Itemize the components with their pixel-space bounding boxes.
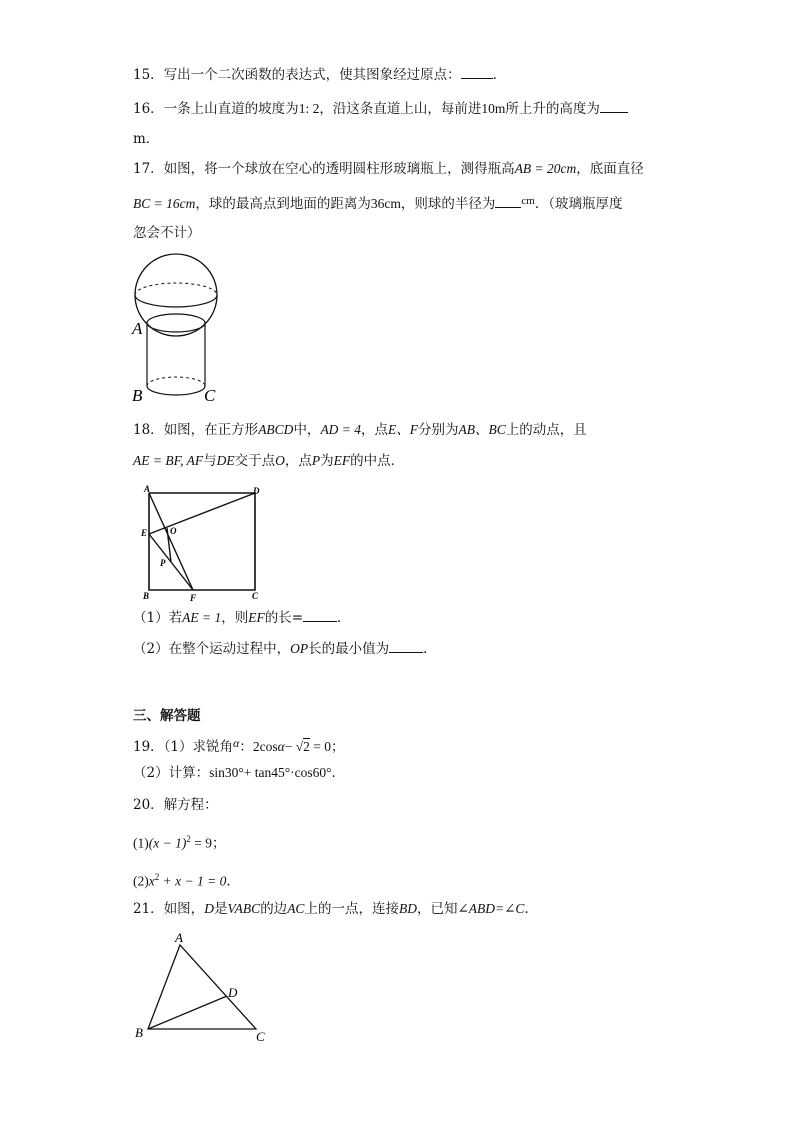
q17-number: 17． [133,161,164,177]
q17-text: 如图，将一个球放在空心的透明圆柱形玻璃瓶上，测得瓶高 [163,161,515,177]
question-16-line1 [133,100,628,118]
q17-figure-sphere-cylinder [128,250,224,405]
q19-number: 19． [133,739,164,755]
question-15 [133,66,506,84]
question-19-sub1 [133,734,344,756]
question-17-line3 [133,224,201,242]
q20-number: 20． [133,797,164,813]
q19-text: （1）求锐角 [163,739,234,755]
q18-text: 为 [320,453,334,469]
label-a: A [175,930,183,945]
q21-angle-condition: ∠ABD=∠C [457,901,525,916]
label-c: C [204,386,216,405]
q15-answer-blank[interactable] [461,66,493,79]
q18-sub2-answer-blank[interactable] [389,640,423,653]
question-18-line1 [133,421,587,439]
q17-text: ，则球的半径为 [400,196,496,212]
label-a: A [132,319,143,338]
q19-end: ． [331,765,346,781]
q17-ab-equation: AB = 20cm [514,161,577,176]
q20-p2-eq: x [148,873,155,889]
label-e: E [141,528,148,538]
q20-p2-exponent: 2 [154,872,160,882]
q18-ef: EF [333,453,351,468]
q20-p1-eq: (x − 1) [148,835,187,851]
q18-sub1-ef: EF [248,610,265,625]
label-b: B [143,591,150,601]
q19-text: ： [239,739,253,755]
q20-p1-rhs: = 9 [190,835,212,851]
q17-unit: cm [521,195,535,207]
q18-sub2-text: 长的最小值为 [308,641,390,657]
q18-square-name: ABCD [258,422,294,437]
q18-text: 如图，在正方形 [163,422,259,438]
q20-p2-rhs: + x − 1 = 0 [159,873,227,889]
question-17-line2 [133,192,623,213]
q18-sub1-end: ． [337,610,351,626]
q18-sub2-end: ． [423,641,437,657]
q20-text: 解方程： [163,797,218,813]
q18-de: DE [216,453,235,468]
question-20-part2 [133,868,240,891]
triangle-abc [148,945,256,1029]
q18-condition: AE = BF, AF [133,453,204,468]
q19-alpha: α [233,736,240,750]
q20-p1-exponent: 2 [186,834,191,844]
q21-text: 的边 [260,901,288,917]
question-21 [133,900,538,918]
q21-triangle: VABC [227,901,261,916]
question-16-line2 [133,130,159,148]
question-18-sub1 [133,609,351,627]
q16-ratio: 1: 2 [298,101,320,116]
q17-text: ，球的最高点到地面的距离为 [195,196,371,212]
label-p: P [160,558,166,568]
q18-text: 上的动点，且 [505,422,587,438]
q17-text: ，底面直径 [576,161,644,177]
q20-p1-label: (1) [133,835,149,851]
q18-sub1-condition: AE = 1 [182,610,222,625]
q18-sub1-text: 的长= [264,610,304,626]
q19-sqrt-radicand: 2 [303,739,310,754]
q18-text: 中， [293,422,321,438]
q17-bc-equation: BC = 16cm [133,196,196,211]
label-c: C [252,591,259,601]
q20-p2-label: (2) [133,873,149,889]
q18-text: 与 [203,453,217,469]
q21-bd: BD [398,901,417,916]
q16-unit: m． [133,131,160,147]
q15-text: 写出一个二次函数的表达式，使其图象经过原点： [163,67,461,83]
label-b: B [132,386,143,405]
q18-sub2-op: OP [290,641,309,656]
q18-sides: AB、BC [458,422,506,437]
cylinder-base-front [147,386,205,395]
q17-text: 忽会不计） [133,225,201,241]
segment-bd [148,996,227,1029]
q16-answer-blank[interactable] [600,100,628,113]
q19-semicolon: ； [330,739,345,755]
q21-text: ，已知 [416,901,458,917]
q18-text: ，点 [284,453,312,469]
q17-height: 36cm [370,196,401,211]
q18-sub1-text: （1）若 [133,610,183,626]
q21-text: 上的一点，连接 [304,901,399,917]
q21-figure-triangle [128,928,278,1046]
cylinder-base-back [147,377,205,386]
q16-text: 所上升的高度为 [505,101,600,117]
q19-eq1-part: 2cos [252,739,278,754]
q21-number: 21． [133,901,164,917]
sqrt-icon: √ [295,739,304,754]
q18-text: 分别为 [418,422,459,438]
q21-d: D [204,901,214,916]
q21-text: 是 [213,901,228,917]
q19-eq2: sin30°+ tan45°·cos60° [209,765,332,780]
cylinder-top-rim [147,314,205,332]
q18-points-ef: E、F [388,422,419,437]
question-20 [133,796,218,814]
q18-figure-square [138,482,268,602]
q20-p1-end: ； [211,835,226,852]
q16-text: 一条上山直道的坡度为 [163,101,299,117]
question-17-line1 [133,160,644,178]
question-18-line2 [133,452,404,470]
q18-p: P [311,453,321,468]
label-b: B [135,1025,143,1040]
q21-ac: AC [287,901,305,916]
q21-end: ． [524,901,538,917]
q19-eq1-minus: − [284,739,296,754]
q18-text: ，点 [361,422,389,438]
q16-number: 16． [133,101,164,117]
q18-number: 18． [133,422,164,438]
q18-sub2-text: （2）在整个运动过程中， [133,641,291,657]
q15-end: ． [492,67,507,83]
q16-text: ，沿这条直道上山，每前进 [319,101,482,117]
q18-o: O [275,453,285,468]
q16-distance: 10m [481,101,506,116]
sphere-equator-front [135,295,217,307]
q18-text: 交于点 [234,453,276,469]
q21-text: 如图， [163,901,205,917]
q18-ad-equation: AD = 4 [320,422,362,437]
q17-answer-blank[interactable] [495,195,521,208]
question-18-sub2 [133,640,437,658]
question-20-part1 [133,830,225,853]
sphere-equator-back [135,283,217,295]
label-a: A [144,484,151,494]
section-heading: 三、解答题 [133,708,201,724]
q17-text: ．（玻璃瓶厚度 [534,196,623,212]
q19-eq1-rhs: = 0 [309,739,331,754]
square-abcd [149,493,255,590]
q19-text: （2）计算： [133,765,210,781]
label-c: C [256,1029,265,1044]
label-d: D [253,486,260,496]
label-o: O [170,526,177,536]
label-d: D [228,985,238,1000]
q19-eq1-alpha: α [277,739,285,754]
q20-p2-end: ． [226,873,240,890]
segment-de [149,493,255,534]
q15-number: 15． [133,67,164,83]
q18-sub1-answer-blank[interactable] [303,609,337,622]
q18-sub1-text: ，则 [221,610,249,626]
label-f: F [190,593,197,602]
q18-text: 的中点． [350,453,405,469]
question-19-sub2 [133,764,345,782]
